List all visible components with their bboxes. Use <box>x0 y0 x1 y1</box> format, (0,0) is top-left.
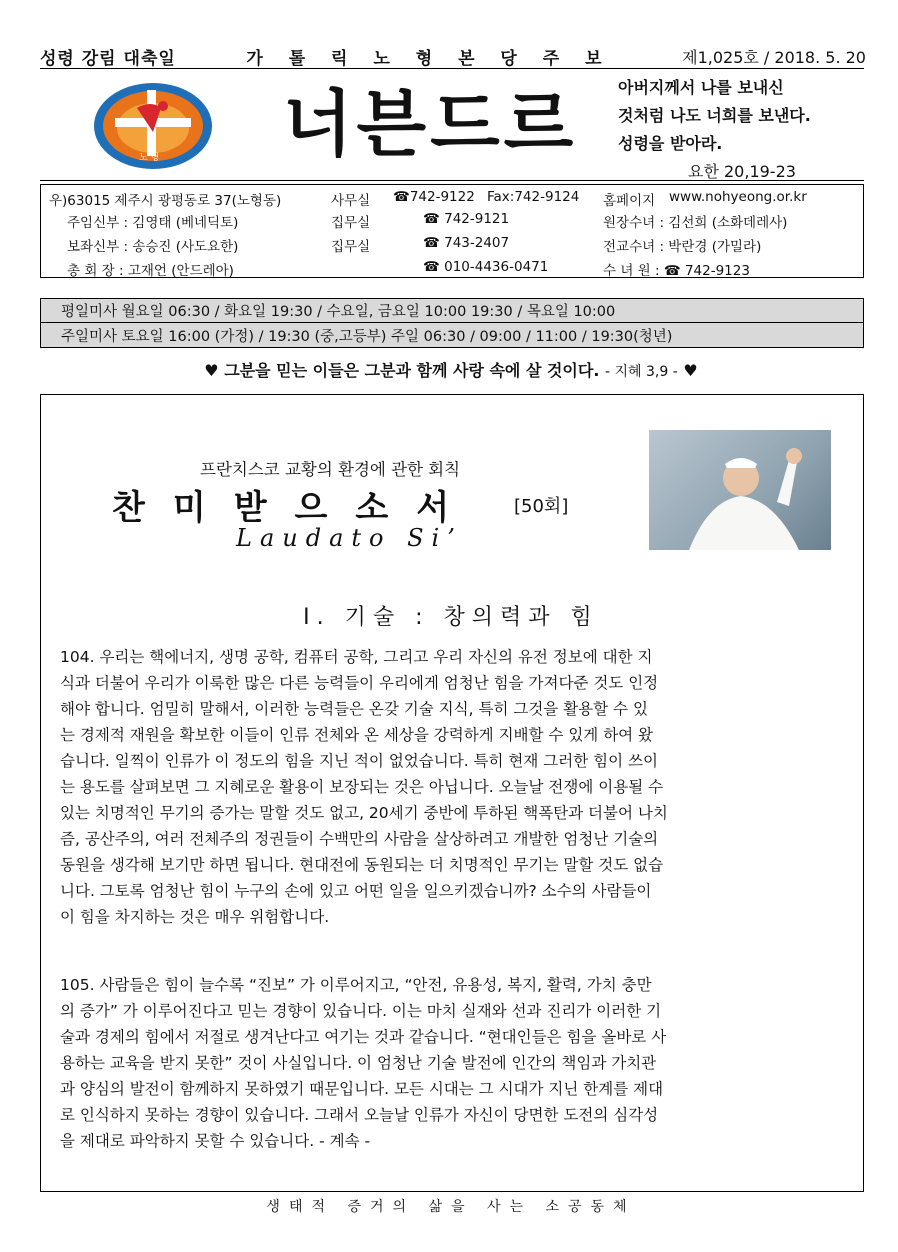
verse-reference: 요한 20,19-23 <box>688 162 796 181</box>
text-line: 104. 우리는 핵에너지, 생명 공학, 컴퓨터 공학, 그리고 우리 자신의 유전 정보에 대한 지 <box>60 648 653 666</box>
paragraph-104 <box>60 644 846 930</box>
homepage-link[interactable]: www.nohyeong.or.kr <box>669 189 807 205</box>
text-line: 용하는 교육을 받지 못한” 것이 사실입니다. 이 엄청난 기술 발전에 인간의 책임과 가치관 <box>60 1054 657 1072</box>
staff-row <box>41 231 863 253</box>
text-line: 있는 치명적인 무기의 증가는 말할 것도 없고, 20세기 중반에 투하된 핵폭탄과 더불어 나치 <box>60 804 668 822</box>
staff-right: 전교수녀 : 박란경 (가밀라) <box>603 239 762 255</box>
staff-right: 수 녀 원 : ☎ 742-9123 <box>603 263 750 279</box>
section-title: I. 기술 : 창의력과 힘 <box>303 605 599 630</box>
text-line: 과 양심의 발전이 함께하지 못하였기 때문입니다. 모든 시대는 그 시대가 지닌 한계를 제대 <box>60 1080 664 1098</box>
verse-line: 아버지께서 나를 보내신 <box>618 78 784 97</box>
office-label: 사무실 <box>331 193 371 209</box>
article-subtitle: 프란치스코 교황의 환경에 관한 회칙 <box>200 460 461 479</box>
staff-phone: ☎ 742-9121 <box>423 211 510 227</box>
paragraph-105 <box>60 972 846 1154</box>
feast-name: 성령 강림 대축일 <box>40 49 176 69</box>
mass-schedule-box <box>40 298 864 348</box>
masthead-title: 너븐드르 <box>283 82 578 166</box>
heart-icon: ♥ <box>204 361 219 380</box>
address-row <box>41 185 863 207</box>
slogan-source: - 지혜 3,9 - <box>605 364 678 380</box>
room-label: 집무실 <box>331 239 371 255</box>
text-line: 이 힘을 차지하는 것은 매우 위험합니다. <box>60 908 330 926</box>
header-rule <box>40 68 864 69</box>
staff-phone: ☎ 743-2407 <box>423 235 510 251</box>
address: 우)63015 제주시 광평동로 37(노형동) <box>49 193 282 209</box>
slogan-line <box>40 358 862 381</box>
homepage-label: 홈페이지 <box>603 193 656 209</box>
text-line: 105. 사람들은 힘이 늘수록 “진보” 가 이루어지고, “안전, 유용성, 복지, 활력, 가치 충만 <box>60 976 652 994</box>
text-line: 동원을 생각해 보기만 하면 됩니다. 현대전에 동원되는 더 치명적인 무기는 말할 것도 없습 <box>60 856 664 874</box>
staff-role: 주임신부 : 김영태 (베네딕토) <box>67 215 239 231</box>
latin-title: Laudato Si’ <box>236 524 463 552</box>
text-line: 니다. 그토록 엄청난 힘이 누구의 손에 있고 어떤 일을 일으키겠습니까? 소수의 사람들이 <box>60 882 652 900</box>
slogan-text: 그분을 믿는 이들은 그분과 함께 사랑 속에 살 것이다. <box>224 361 600 380</box>
text-line: 을 제대로 파악하지 못할 수 있습니다. - 계속 - <box>60 1132 371 1150</box>
top-line <box>40 44 866 69</box>
staff-role: 보좌신부 : 송승진 (사도요한) <box>67 239 239 255</box>
gospel-verse <box>618 74 811 186</box>
article-title: 찬미받으소서 <box>112 488 478 528</box>
logo-text: 노 형 <box>139 153 160 163</box>
text-line: 술과 경제의 힘에서 저절로 생겨난다고 여기는 것과 같습니다. “현대인들은 힘을 올바로 사 <box>60 1028 667 1046</box>
text-line: 의 증가” 가 이루어진다고 믿는 경향이 있습니다. 이는 마치 실재와 선과 진리가 이러한 기 <box>60 1002 662 1020</box>
room-label: 집무실 <box>331 215 371 231</box>
text-line: 는 용도를 살펴보면 그 지혜로운 활용이 보장되는 것은 아닙니다. 오늘날 전쟁에 이용될 수 <box>60 778 664 796</box>
text-line: 식과 더불어 우리가 이룩한 많은 다른 능력들이 우리에게 엄청난 힘을 가져다준 것도 인정 <box>60 674 659 692</box>
staff-right: 원장수녀 : 김선희 (소화데레사) <box>603 215 788 231</box>
verse-line: 성령을 받아라. <box>618 134 723 153</box>
parish-info-box <box>40 184 864 278</box>
text-line: 습니다. 일찍이 인류가 이 정도의 힘을 지닌 적이 없었습니다. 특히 현재 그러한 힘이 쓰이 <box>60 752 658 770</box>
staff-role: 총 회 장 : 고재언 (안드레아) <box>67 263 234 279</box>
pope-figure-icon <box>649 430 831 550</box>
weekday-mass-row: 평일미사 월요일 06:30 / 화요일 19:30 / 수요일, 금요일 10:00 19:30 / 목요일 10:00 <box>41 299 863 323</box>
verse-line: 것처럼 나도 너희를 보낸다. <box>618 106 811 125</box>
fax-number: Fax:742-9124 <box>487 189 580 205</box>
parish-logo <box>93 82 213 170</box>
text-line: 는 경제적 재원을 확보한 이들이 인류 전체와 온 세상을 강력하게 지배할 수 있게 하여 왔 <box>60 726 654 744</box>
text-line: 즘, 공산주의, 여러 전체주의 정권들이 수백만의 사람을 살상하려고 개발한 엄청난 기술의 <box>60 830 659 848</box>
footer-motto: 생태적 증거의 삶을 사는 소공동체 <box>266 1199 636 1215</box>
staff-row <box>41 207 863 229</box>
episode-number: [50회] <box>514 496 569 517</box>
office-phone: ☎742-9122 <box>393 189 475 205</box>
heart-icon: ♥ <box>683 361 698 380</box>
sunday-mass-row: 주일미사 토요일 16:00 (가정) / 19:30 (중,고등부) 주일 06:30 / 09:00 / 11:00 / 19:30(청년) <box>41 323 863 347</box>
masthead-rule <box>40 180 864 181</box>
staff-phone: ☎ 010-4436-0471 <box>423 259 549 275</box>
issue-number: 제1,025호 / 2018. 5. 20 <box>682 48 866 67</box>
text-line: 로 인식하지 못하는 경향이 있습니다. 그래서 오늘날 인류가 자신이 당면한 도전의 심각성 <box>60 1106 659 1124</box>
bulletin-name: 가 톨 릭 노 형 본 당 주 보 <box>246 49 612 69</box>
staff-row <box>41 255 863 277</box>
pope-photo <box>649 430 831 550</box>
text-line: 해야 합니다. 엄밀히 말해서, 이러한 능력들은 온갖 기술 지식, 특히 그것을 활용할 수 있 <box>60 700 648 718</box>
